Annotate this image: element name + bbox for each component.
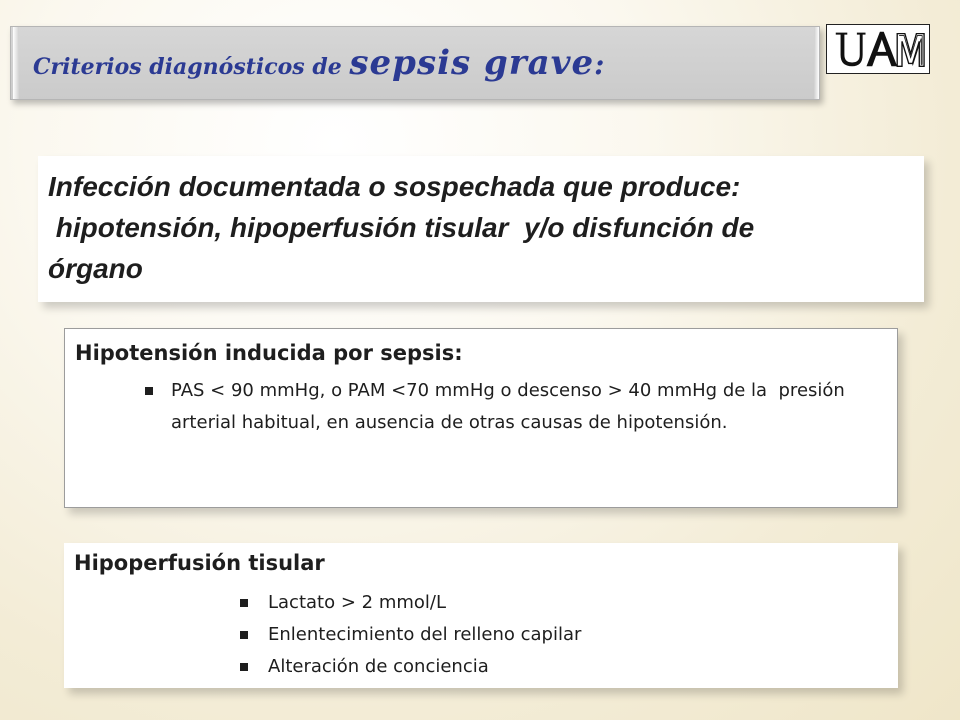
hypoperfusion-list <box>268 587 581 683</box>
uam-logo <box>826 24 930 74</box>
list-item-text: Alteración de conciencia <box>268 656 489 677</box>
definition-box <box>38 156 924 302</box>
square-bullet-icon <box>240 663 248 671</box>
title-prefix: Criterios diagnósticos de <box>33 54 350 80</box>
definition-line: hipotensión, hipoperfusión tisular y/o disfunción de <box>48 212 755 243</box>
square-bullet-icon <box>240 631 248 639</box>
square-bullet-icon <box>240 599 248 607</box>
hypotension-heading: Hipotensión inducida por sepsis: <box>75 341 463 365</box>
definition-line: órgano <box>48 253 143 284</box>
definition-text <box>48 166 754 289</box>
hypotension-list <box>171 375 871 439</box>
hypoperfusion-heading: Hipoperfusión tisular <box>74 551 325 575</box>
square-bullet-icon <box>145 387 153 395</box>
list-item <box>171 375 871 439</box>
uam-logo-icon <box>827 25 929 73</box>
slide-title <box>33 43 604 83</box>
title-colon: : <box>594 48 605 81</box>
list-item-text: Lactato > 2 mmol/L <box>268 592 446 613</box>
list-item-text: Enlentecimiento del relleno capilar <box>268 624 582 645</box>
list-item-text: PAS < 90 mmHg, o PAM <70 mmHg o descenso > 40 mmHg de la presión arterial habitual, en ausencia de otras causas de hipotensión. <box>171 380 851 433</box>
definition-line: Infección documentada o sospechada que produce: <box>48 171 741 202</box>
list-item <box>268 651 581 683</box>
list-item <box>268 619 581 651</box>
title-emphasis: sepsis grave <box>349 43 595 83</box>
hypotension-box <box>64 328 898 508</box>
hypoperfusion-box <box>64 543 898 688</box>
title-bar <box>10 26 820 100</box>
list-item <box>268 587 581 619</box>
